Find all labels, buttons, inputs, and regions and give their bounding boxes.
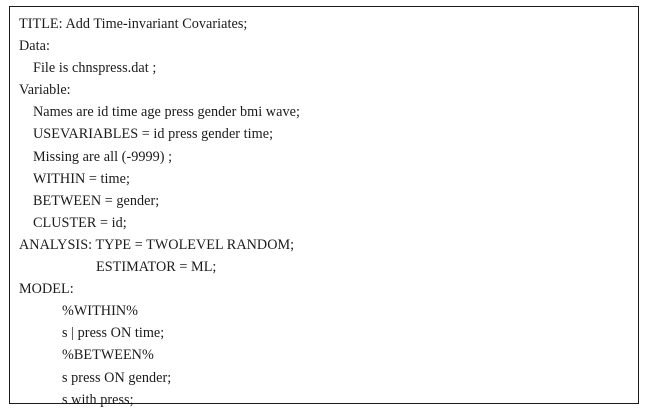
code-line-between: BETWEEN = gender; [33,192,160,209]
code-line-variable-section: Variable: [19,82,71,99]
code-line-between-block: %BETWEEN% [62,347,154,364]
code-line-slope-with-press: s with press; [62,391,134,408]
code-line-names: Names are id time age press gender bmi wave; [33,104,300,121]
code-line-slope-on-gender: s press ON gender; [62,369,172,386]
code-line-within: WITHIN = time; [33,170,130,187]
code-line-model-section: MODEL: [19,281,74,298]
code-line-estimator: ESTIMATOR = ML; [96,259,217,276]
code-line-random-slope: s | press ON time; [62,325,165,342]
code-line-missing: Missing are all (-9999) ; [33,148,173,165]
code-line-file: File is chnspress.dat ; [33,60,157,77]
code-line-data-section: Data: [19,38,50,55]
code-listing-box [9,6,639,408]
code-lines [10,13,638,411]
code-line-cluster: CLUSTER = id; [33,214,127,231]
code-line-analysis: ANALYSIS: TYPE = TWOLEVEL RANDOM; [19,236,295,253]
code-line-title: TITLE: Add Time-invariant Covariates; [19,16,248,32]
code-line-usevariables: USEVARIABLES = id press gender time; [33,126,274,143]
code-line-within-block: %WITHIN% [62,303,139,320]
